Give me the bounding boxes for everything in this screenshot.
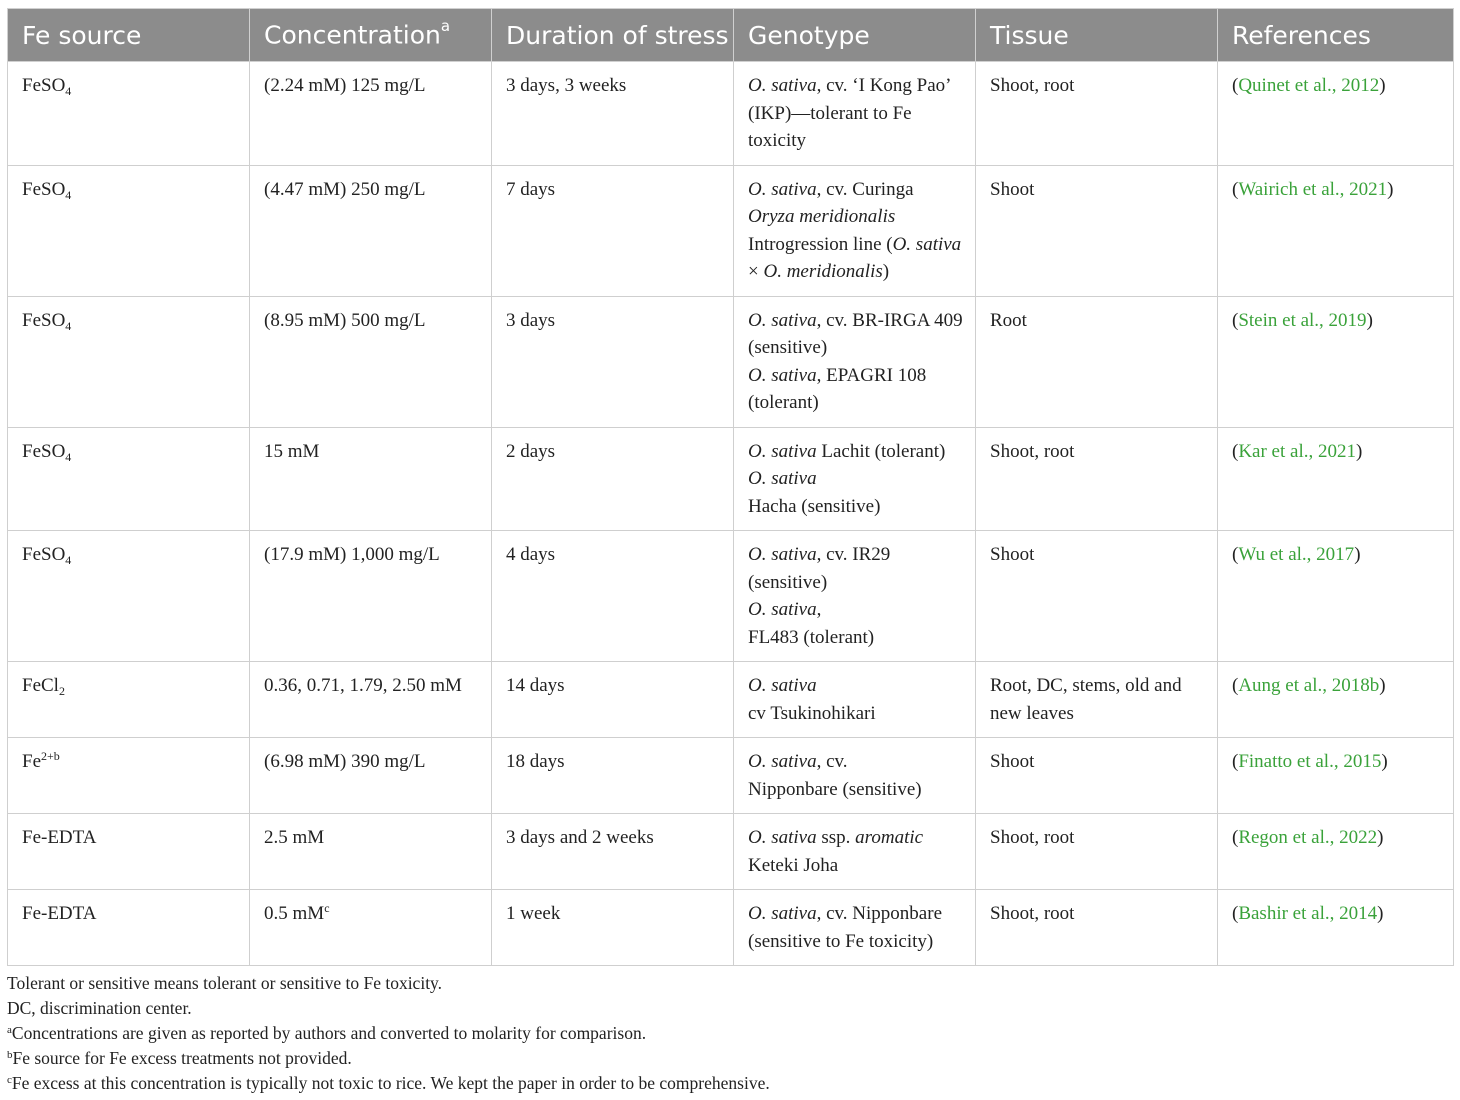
tissue-value: Shoot, root <box>990 440 1075 462</box>
duration-value: 3 days <box>506 309 556 331</box>
fe-source-base: FeSO <box>22 440 66 462</box>
fe-source-subscript: 4 <box>65 449 72 464</box>
duration-value: 18 days <box>506 751 565 772</box>
cell-duration <box>492 165 734 296</box>
cell-duration <box>492 296 734 427</box>
reference-close-paren: ) <box>1379 675 1386 696</box>
genotype-text: , cv. IR29 (sensitive) <box>748 544 891 593</box>
genotype-text: ssp. <box>816 827 856 848</box>
reference-open-paren: ( <box>1232 309 1239 331</box>
cell-concentration <box>250 165 492 296</box>
genotype-species-name: aromatic <box>855 827 924 848</box>
genotype-line <box>748 176 965 204</box>
reference-close-paren: ) <box>1377 903 1384 924</box>
footnote <box>7 996 1453 1021</box>
genotype-text: , <box>816 599 822 620</box>
reference-link[interactable]: Quinet et al., 2012 <box>1238 75 1380 96</box>
header-duration <box>492 9 734 62</box>
genotype-text: ) <box>882 261 890 282</box>
genotype-species-name: O. sativa <box>748 751 817 772</box>
cell-reference <box>1218 62 1454 166</box>
reference-link[interactable]: Wairich et al., 2021 <box>1238 178 1388 200</box>
genotype-text: Hacha (sensitive) <box>748 495 881 517</box>
cell-concentration <box>250 62 492 166</box>
concentration-value: (8.95 mM) 500 mg/L <box>264 309 426 331</box>
genotype-species-name: O. sativa <box>748 827 817 848</box>
reference-close-paren: ) <box>1377 827 1384 848</box>
tissue-value: Shoot <box>990 544 1035 565</box>
reference-link[interactable]: Kar et al., 2021 <box>1238 440 1356 462</box>
cell-genotype <box>734 62 976 166</box>
fe-source-superscript: 2+b <box>41 749 60 763</box>
concentration-value: (17.9 mM) 1,000 mg/L <box>264 544 440 565</box>
genotype-line <box>748 307 965 362</box>
cell-genotype <box>734 531 976 662</box>
fe-source-base: FeSO <box>22 178 66 200</box>
concentration-footnote-mark: c <box>324 901 330 915</box>
reference-open-paren: ( <box>1232 440 1239 462</box>
reference-close-paren: ) <box>1354 544 1361 565</box>
table-row <box>8 738 1454 814</box>
reference-open-paren: ( <box>1232 178 1239 200</box>
duration-value: 2 days <box>506 440 556 462</box>
footnote-text: DC, discrimination center. <box>7 998 192 1018</box>
genotype-line <box>748 362 965 417</box>
reference-link[interactable]: Wu et al., 2017 <box>1238 544 1355 565</box>
cell-genotype <box>734 662 976 738</box>
cell-duration <box>492 62 734 166</box>
cell-reference <box>1218 814 1454 890</box>
cell-fe-source <box>8 531 250 662</box>
cell-concentration <box>250 738 492 814</box>
reference-link[interactable]: Finatto et al., 2015 <box>1238 751 1382 772</box>
table-body <box>8 62 1454 966</box>
table-row <box>8 296 1454 427</box>
reference-link[interactable]: Bashir et al., 2014 <box>1238 903 1378 924</box>
genotype-species-name: O. sativa <box>748 544 817 565</box>
genotype-species-name: O. sativa <box>748 178 817 200</box>
cell-tissue <box>976 738 1218 814</box>
reference-open-paren: ( <box>1232 903 1239 924</box>
cell-genotype <box>734 296 976 427</box>
genotype-species-name: O. sativa <box>748 599 817 620</box>
table-row <box>8 165 1454 296</box>
table-row <box>8 662 1454 738</box>
genotype-species-name: O. sativa <box>748 468 817 489</box>
genotype-species-name: O. meridionalis <box>763 261 883 282</box>
cell-reference <box>1218 296 1454 427</box>
cell-reference <box>1218 890 1454 966</box>
genotype-line <box>748 672 965 700</box>
concentration-value: 15 mM <box>264 440 320 462</box>
cell-fe-source <box>8 738 250 814</box>
cell-duration <box>492 738 734 814</box>
fe-source-subscript: 2 <box>58 684 65 698</box>
genotype-text: FL483 (tolerant) <box>748 626 875 648</box>
footnote-text: Tolerant or sensitive means tolerant or sensitive to Fe toxicity. <box>7 973 443 993</box>
cell-concentration <box>250 662 492 738</box>
cell-fe-source <box>8 814 250 890</box>
tissue-value: Shoot <box>990 178 1035 200</box>
genotype-text: cv Tsukinohikari <box>748 702 876 724</box>
header-duration-label: Duration of stress <box>506 20 729 50</box>
table-row <box>8 531 1454 662</box>
table-header <box>8 9 1454 62</box>
genotype-text: , cv. BR-IRGA 409 (sensitive) <box>748 309 963 358</box>
cell-concentration <box>250 531 492 662</box>
genotype-text: , cv. ‘I Kong Pao’ (IKP)—tolerant to Fe toxicity <box>748 75 951 151</box>
header-fe-source-label: Fe source <box>22 20 142 50</box>
fe-source-base: Fe <box>22 751 41 772</box>
genotype-species-name: O. sativa <box>892 233 962 255</box>
fe-source-base: Fe-EDTA <box>22 903 97 924</box>
footnote-text: Concentrations are given as reported by authors and converted to molarity for comparison. <box>11 1023 647 1043</box>
fe-toxicity-table-container <box>7 8 1453 966</box>
header-concentration <box>250 9 492 62</box>
header-row <box>8 9 1454 62</box>
genotype-text: , cv. Nipponbare (sensitive to Fe toxicity) <box>748 903 943 952</box>
genotype-species-name: O. sativa <box>748 75 817 96</box>
reference-open-paren: ( <box>1232 827 1239 848</box>
cell-concentration <box>250 427 492 531</box>
cell-tissue <box>976 814 1218 890</box>
duration-value: 3 days, 3 weeks <box>506 75 627 96</box>
reference-close-paren: ) <box>1366 309 1373 331</box>
cell-reference <box>1218 738 1454 814</box>
footnote-text: Fe excess at this concentration is typically not toxic to rice. We kept the paper in order to be comprehensive. <box>11 1073 770 1093</box>
fe-source-subscript: 4 <box>65 318 72 333</box>
footnote-text: Fe source for Fe excess treatments not provided. <box>12 1048 352 1068</box>
table-row <box>8 814 1454 890</box>
genotype-species-name: O. sativa <box>748 364 817 386</box>
genotype-line <box>748 748 965 776</box>
cell-genotype <box>734 165 976 296</box>
genotype-line <box>748 824 965 852</box>
footnote <box>7 1021 1453 1046</box>
concentration-value: (4.47 mM) 250 mg/L <box>264 178 426 200</box>
reference-close-paren: ) <box>1387 178 1394 200</box>
cell-duration <box>492 890 734 966</box>
header-tissue <box>976 9 1218 62</box>
cell-tissue <box>976 662 1218 738</box>
tissue-value: Shoot, root <box>990 827 1075 848</box>
tissue-value: Root <box>990 309 1027 331</box>
header-fe-source <box>8 9 250 62</box>
cell-tissue <box>976 890 1218 966</box>
concentration-value: (6.98 mM) 390 mg/L <box>264 751 426 772</box>
header-references-label: References <box>1232 20 1371 50</box>
reference-close-paren: ) <box>1379 75 1386 96</box>
cell-genotype <box>734 738 976 814</box>
genotype-text: Lachit (tolerant) <box>816 440 946 462</box>
table-row <box>8 890 1454 966</box>
concentration-value: (2.24 mM) 125 mg/L <box>264 75 426 96</box>
fe-source-base: FeCl <box>22 675 59 696</box>
duration-value: 14 days <box>506 675 565 696</box>
duration-value: 4 days <box>506 544 556 565</box>
reference-open-paren: ( <box>1232 75 1239 96</box>
cell-tissue <box>976 62 1218 166</box>
concentration-value: 0.5 mM <box>264 903 325 924</box>
fe-source-base: Fe-EDTA <box>22 827 97 848</box>
fe-source-subscript: 4 <box>65 84 72 98</box>
reference-open-paren: ( <box>1232 675 1239 696</box>
genotype-text: Nipponbare (sensitive) <box>748 778 922 800</box>
fe-source-base: FeSO <box>22 309 66 331</box>
genotype-line <box>748 700 965 728</box>
table-row <box>8 427 1454 531</box>
duration-value: 3 days and 2 weeks <box>506 827 654 848</box>
header-genotype-label: Genotype <box>748 20 870 50</box>
footnote-mark: c <box>7 1074 12 1086</box>
reference-link[interactable]: Regon et al., 2022 <box>1238 827 1378 848</box>
genotype-line <box>748 72 965 155</box>
genotype-species-name: O. sativa <box>748 675 817 696</box>
genotype-line <box>748 493 965 521</box>
cell-duration <box>492 814 734 890</box>
genotype-line <box>748 465 965 493</box>
cell-tissue <box>976 531 1218 662</box>
reference-open-paren: ( <box>1232 544 1239 565</box>
duration-value: 7 days <box>506 178 556 200</box>
genotype-species-name: O. sativa <box>748 440 817 462</box>
reference-link[interactable]: Aung et al., 2018b <box>1238 675 1380 696</box>
footnote <box>7 1046 1453 1071</box>
genotype-text: Introgression line ( <box>748 233 893 255</box>
cell-duration <box>492 531 734 662</box>
duration-value: 1 week <box>506 903 561 924</box>
header-genotype <box>734 9 976 62</box>
genotype-line <box>748 852 965 880</box>
header-references <box>1218 9 1454 62</box>
cell-concentration <box>250 814 492 890</box>
genotype-line <box>748 438 965 466</box>
footnote <box>7 1071 1453 1096</box>
fe-source-base: FeSO <box>22 544 66 565</box>
concentration-value: 0.36, 0.71, 1.79, 2.50 mM <box>264 675 462 696</box>
genotype-species-name: Oryza meridionalis <box>748 206 896 227</box>
reference-open-paren: ( <box>1232 751 1239 772</box>
reference-close-paren: ) <box>1355 440 1363 462</box>
cell-duration <box>492 662 734 738</box>
fe-source-subscript: 4 <box>65 187 72 202</box>
cell-concentration <box>250 296 492 427</box>
cell-tissue <box>976 427 1218 531</box>
genotype-line <box>748 900 965 955</box>
cell-fe-source <box>8 427 250 531</box>
genotype-species-name: O. sativa <box>748 309 817 331</box>
genotype-text: , cv. <box>816 751 848 772</box>
cell-reference <box>1218 165 1454 296</box>
tissue-value: Shoot, root <box>990 75 1075 96</box>
genotype-text: , cv. Curinga <box>816 178 914 200</box>
cell-fe-source <box>8 62 250 166</box>
fe-source-subscript: 4 <box>65 553 72 567</box>
genotype-text: × <box>748 261 764 282</box>
cell-duration <box>492 427 734 531</box>
cell-genotype <box>734 890 976 966</box>
footnote-mark: a <box>7 1024 12 1036</box>
genotype-line <box>748 776 965 804</box>
genotype-line <box>748 596 965 624</box>
fe-source-base: FeSO <box>22 75 66 96</box>
table-row <box>8 62 1454 166</box>
reference-link[interactable]: Stein et al., 2019 <box>1238 309 1367 331</box>
genotype-text: Keteki Joha <box>748 854 839 876</box>
concentration-value: 2.5 mM <box>264 827 325 848</box>
fe-toxicity-table <box>7 8 1454 966</box>
cell-reference <box>1218 427 1454 531</box>
header-concentration-label: Concentration <box>264 20 441 50</box>
cell-fe-source <box>8 662 250 738</box>
reference-close-paren: ) <box>1381 751 1388 772</box>
genotype-line <box>748 624 965 652</box>
table-footnotes <box>7 971 1453 1096</box>
cell-tissue <box>976 296 1218 427</box>
genotype-line <box>748 541 965 596</box>
footnote-mark: b <box>7 1049 13 1061</box>
tissue-value: Shoot, root <box>990 903 1075 924</box>
cell-reference <box>1218 662 1454 738</box>
cell-fe-source <box>8 296 250 427</box>
cell-tissue <box>976 165 1218 296</box>
footnote <box>7 971 1453 996</box>
header-concentration-footnote-mark: a <box>440 17 451 36</box>
cell-reference <box>1218 531 1454 662</box>
genotype-text: , EPAGRI 108 (tolerant) <box>748 364 927 413</box>
genotype-line <box>748 203 965 231</box>
header-tissue-label: Tissue <box>990 20 1069 50</box>
genotype-line <box>748 231 965 286</box>
genotype-species-name: O. sativa <box>748 903 817 924</box>
cell-fe-source <box>8 165 250 296</box>
cell-genotype <box>734 814 976 890</box>
cell-concentration <box>250 890 492 966</box>
tissue-value: Shoot <box>990 751 1035 772</box>
cell-genotype <box>734 427 976 531</box>
cell-fe-source <box>8 890 250 966</box>
tissue-value: Root, DC, stems, old and new leaves <box>990 675 1182 724</box>
